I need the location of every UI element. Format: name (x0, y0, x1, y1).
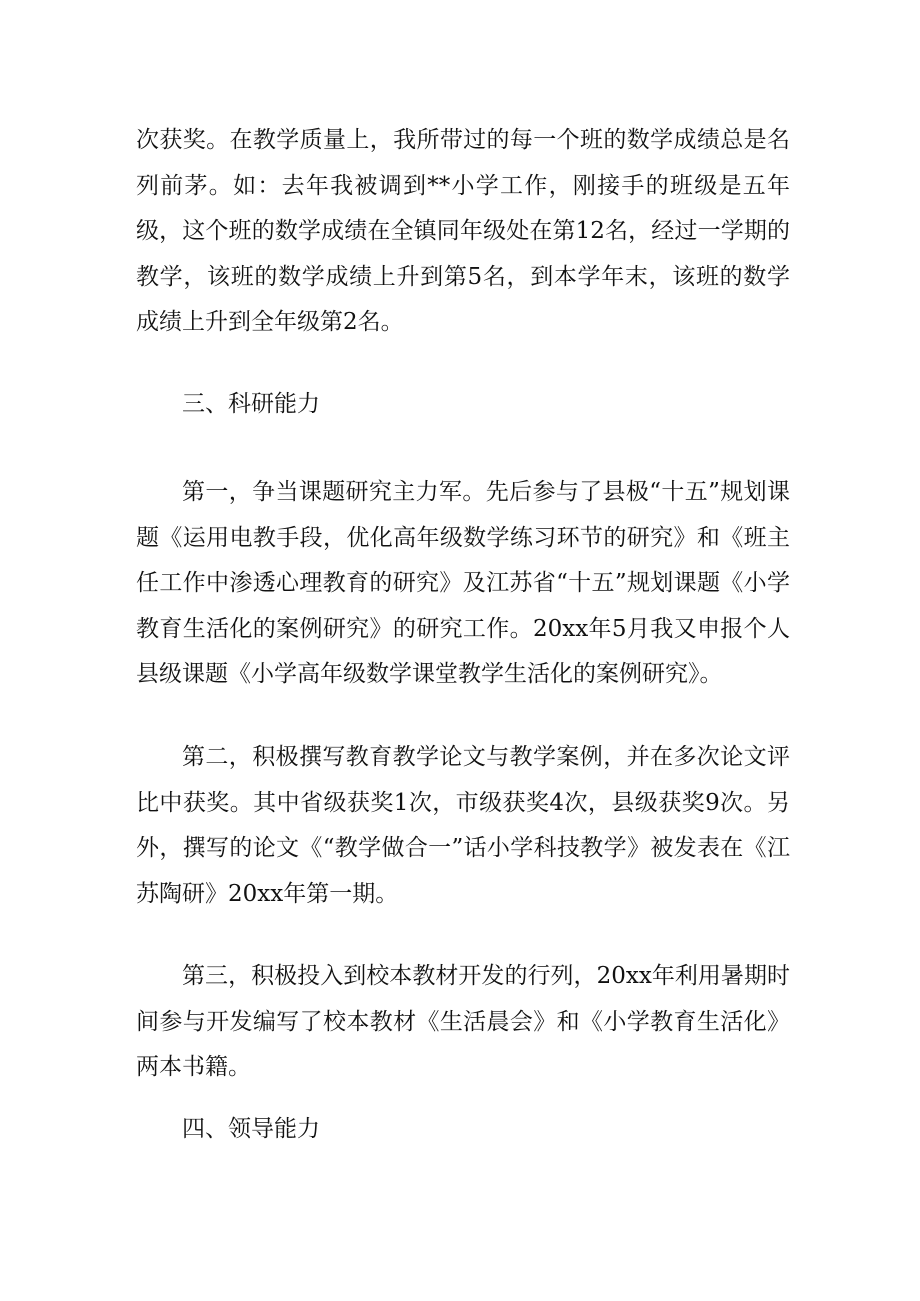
section-heading-leadership-ability: 四、领导能力 (182, 1116, 320, 1142)
paragraph-research-first: 第一，争当课题研究主力军。先后参与了县极“十五”规划课题《运用电教手段，优化高年级数学练习环节的研究》和《班主任工作中渗透心理教育的研究》及江苏省“十五”规划课题《小学教育生活化的案例研究》的研究工作。20xx年5月我又申报个人县级课题《小学高年级数学课堂教学生活化的案例研究》。 (136, 479, 790, 687)
section-heading-research-ability: 三、科研能力 (182, 391, 320, 417)
paragraph-research-third: 第三，积极投入到校本教材开发的行列，20xx年利用暑期时间参与开发编写了校本教材《生活晨会》和《小学教育生活化》两本书籍。 (136, 963, 790, 1080)
paragraph-teaching-quality: 次获奖。在教学质量上，我所带过的每一个班的数学成绩总是名列前茅。如：去年我被调到**小学工作，刚接手的班级是五年级，这个班的数学成绩在全镇同年级处在第12名，经过一学期的教学，该班的数学成绩上升到第5名，到本学年末，该班的数学成绩上升到全年级第2名。 (136, 127, 790, 335)
paragraph-research-second: 第二，积极撰写教育教学论文与教学案例，并在多次论文评比中获奖。其中省级获奖1次，市级获奖4次，县级获奖9次。另外，撰写的论文《“教学做合一”话小学科技教学》被发表在《江苏陶研》20xx年第一期。 (136, 744, 790, 907)
